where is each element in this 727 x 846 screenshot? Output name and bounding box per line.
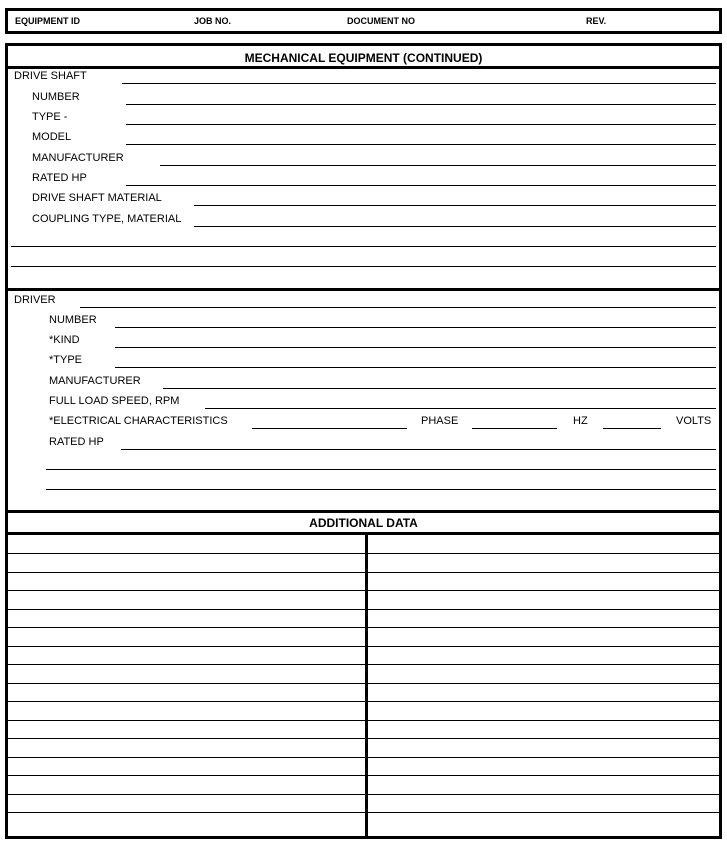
drive-shaft-type-field[interactable] <box>126 124 716 125</box>
section-divider-additional <box>8 510 719 513</box>
driver-type-label: *TYPE <box>49 354 83 366</box>
title-divider <box>8 66 719 69</box>
additional-data-row[interactable] <box>8 590 719 591</box>
document-no-label: DOCUMENT NO <box>347 16 415 26</box>
additional-data-row[interactable] <box>8 775 719 776</box>
drive-shaft-extra-line-1[interactable] <box>11 246 716 247</box>
drive-shaft-material-label: DRIVE SHAFT MATERIAL <box>32 192 162 204</box>
header-bar <box>5 8 722 34</box>
driver-number-label: NUMBER <box>49 314 97 326</box>
drive-shaft-material-field[interactable] <box>194 205 716 206</box>
driver-extra-line-2[interactable] <box>46 489 716 490</box>
volts-label: VOLTS <box>676 415 712 427</box>
additional-data-row[interactable] <box>8 720 719 721</box>
equipment-id-label: EQUIPMENT ID <box>15 16 81 26</box>
drive-shaft-type-label: TYPE - <box>32 111 68 123</box>
additional-data-row[interactable] <box>8 572 719 573</box>
phase-field[interactable] <box>472 428 557 429</box>
driver-kind-field[interactable] <box>115 347 716 348</box>
driver-kind-label: *KIND <box>49 334 80 346</box>
additional-data-row[interactable] <box>8 794 719 795</box>
additional-data-row[interactable] <box>8 757 719 758</box>
additional-data-row[interactable] <box>8 627 719 628</box>
coupling-field[interactable] <box>194 226 716 227</box>
driver-heading: DRIVER <box>14 294 56 306</box>
additional-data-title: ADDITIONAL DATA <box>309 516 418 530</box>
drive-shaft-number-label: NUMBER <box>32 91 80 103</box>
additional-data-column-divider <box>365 535 368 836</box>
section-divider-driver <box>8 288 719 291</box>
additional-data-row[interactable] <box>8 738 719 739</box>
driver-extra-line-1[interactable] <box>46 469 716 470</box>
additional-data-row[interactable] <box>8 609 719 610</box>
driver-type-field[interactable] <box>115 367 716 368</box>
driver-manufacturer-label: MANUFACTURER <box>49 375 141 387</box>
driver-manufacturer-field[interactable] <box>163 388 716 389</box>
hz-field[interactable] <box>603 428 661 429</box>
drive-shaft-model-field[interactable] <box>126 144 716 145</box>
mechanical-title: MECHANICAL EQUIPMENT (CONTINUED) <box>244 51 483 65</box>
additional-data-row[interactable] <box>8 683 719 684</box>
drive-shaft-heading: DRIVE SHAFT <box>14 70 87 82</box>
full-load-speed-label: FULL LOAD SPEED, RPM <box>49 395 180 407</box>
drive-shaft-number-field[interactable] <box>126 104 716 105</box>
drive-shaft-model-label: MODEL <box>32 131 72 143</box>
additional-data-row[interactable] <box>8 646 719 647</box>
drive-shaft-rated-hp-field[interactable] <box>126 185 716 186</box>
job-no-label: JOB NO. <box>194 16 232 26</box>
drive-shaft-field[interactable] <box>122 83 716 84</box>
drive-shaft-extra-line-2[interactable] <box>11 266 716 267</box>
additional-data-row[interactable] <box>8 812 719 813</box>
additional-data-row[interactable] <box>8 664 719 665</box>
rev-label: REV. <box>586 16 607 26</box>
hz-label: HZ <box>573 415 588 427</box>
drive-shaft-rated-hp-label: RATED HP <box>32 172 87 184</box>
full-load-speed-field[interactable] <box>205 408 716 409</box>
drive-shaft-manufacturer-field[interactable] <box>160 165 716 166</box>
coupling-label: COUPLING TYPE, MATERIAL <box>32 213 182 225</box>
electrical-characteristics-label: *ELECTRICAL CHARACTERISTICS <box>49 415 228 427</box>
driver-rated-hp-label: RATED HP <box>49 436 104 448</box>
additional-data-grid <box>8 535 719 836</box>
additional-data-row[interactable] <box>8 701 719 702</box>
drive-shaft-manufacturer-label: MANUFACTURER <box>32 152 124 164</box>
driver-rated-hp-field[interactable] <box>121 449 716 450</box>
driver-number-field[interactable] <box>115 327 716 328</box>
phase-label: PHASE <box>421 415 459 427</box>
electrical-characteristics-field[interactable] <box>252 428 407 429</box>
datasheet-form <box>5 43 722 839</box>
driver-field[interactable] <box>80 307 716 308</box>
additional-data-row[interactable] <box>8 553 719 554</box>
